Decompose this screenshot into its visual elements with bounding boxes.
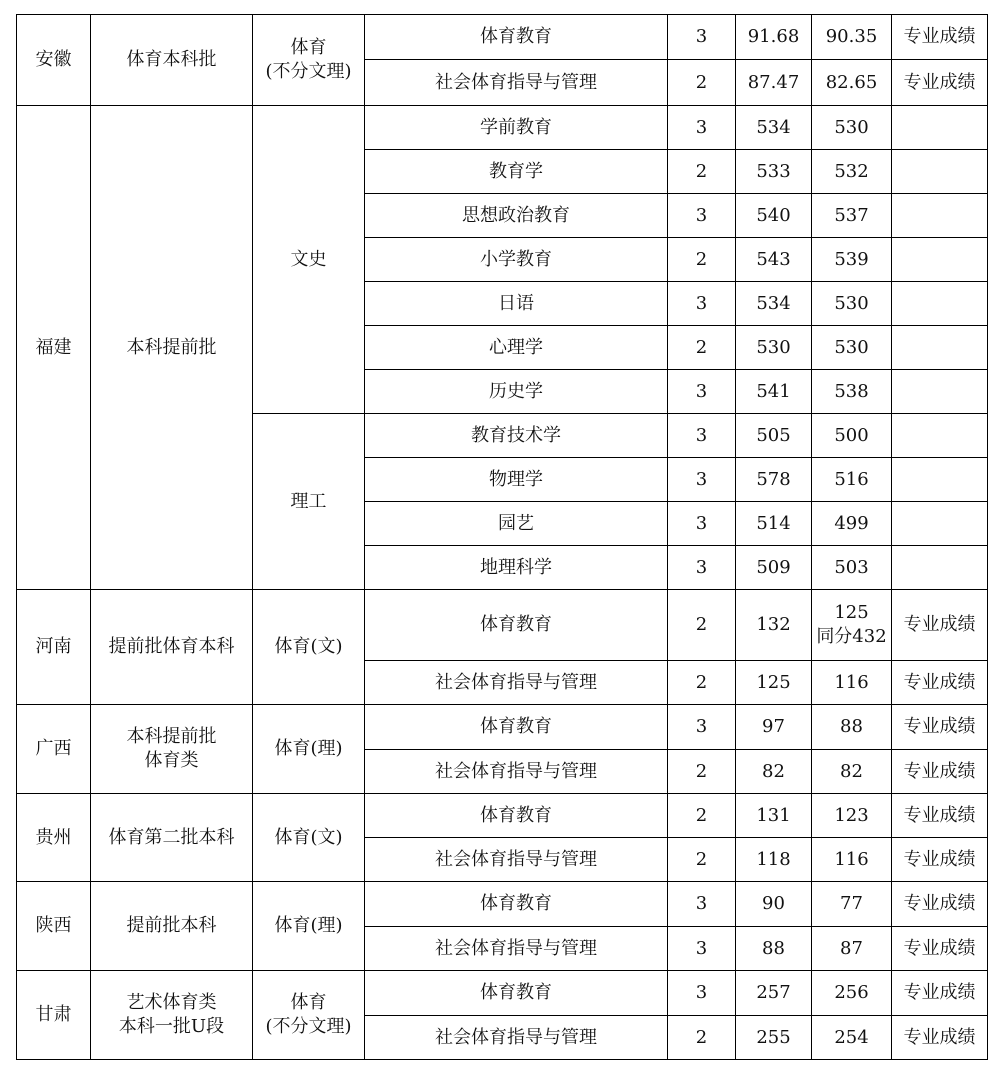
major-cell: 社会体育指导与管理 xyxy=(365,927,668,971)
lowest-score-cell: 77 xyxy=(812,882,892,927)
highest-score-cell: 88 xyxy=(736,927,812,971)
major-cell: 园艺 xyxy=(365,502,668,546)
batch-cell: 艺术体育类 本科一批U段 xyxy=(91,971,253,1060)
highest-score-cell: 505 xyxy=(736,414,812,458)
major-cell: 体育教育 xyxy=(365,590,668,661)
lowest-score-cell: 530 xyxy=(812,106,892,150)
note-cell xyxy=(892,370,988,414)
lowest-score-cell: 532 xyxy=(812,150,892,194)
major-cell: 教育学 xyxy=(365,150,668,194)
category-cell: 体育 (不分文理) xyxy=(253,15,365,106)
note-cell xyxy=(892,238,988,282)
note-cell xyxy=(892,194,988,238)
lowest-score-cell: 116 xyxy=(812,838,892,882)
province-cell: 广西 xyxy=(17,705,91,794)
note-cell xyxy=(892,282,988,326)
lowest-score-cell: 539 xyxy=(812,238,892,282)
lowest-score-cell: 530 xyxy=(812,326,892,370)
highest-score-cell: 82 xyxy=(736,750,812,794)
lowest-score-cell: 125 同分432 xyxy=(812,590,892,661)
note-cell: 专业成绩 xyxy=(892,750,988,794)
plan-count-cell: 3 xyxy=(668,194,736,238)
batch-cell: 体育本科批 xyxy=(91,15,253,106)
major-cell: 社会体育指导与管理 xyxy=(365,750,668,794)
plan-count-cell: 2 xyxy=(668,238,736,282)
major-cell: 社会体育指导与管理 xyxy=(365,1016,668,1060)
highest-score-cell: 255 xyxy=(736,1016,812,1060)
plan-count-cell: 3 xyxy=(668,282,736,326)
note-cell xyxy=(892,546,988,590)
category-cell: 文史 xyxy=(253,106,365,414)
note-cell xyxy=(892,150,988,194)
admission-scores-table xyxy=(16,14,988,1060)
major-cell: 思想政治教育 xyxy=(365,194,668,238)
plan-count-cell: 3 xyxy=(668,971,736,1016)
lowest-score-cell: 516 xyxy=(812,458,892,502)
note-cell xyxy=(892,414,988,458)
highest-score-cell: 118 xyxy=(736,838,812,882)
highest-score-cell: 533 xyxy=(736,150,812,194)
major-cell: 小学教育 xyxy=(365,238,668,282)
highest-score-cell: 534 xyxy=(736,106,812,150)
category-cell: 体育(理) xyxy=(253,705,365,794)
highest-score-cell: 541 xyxy=(736,370,812,414)
category-cell: 体育(文) xyxy=(253,794,365,882)
note-cell: 专业成绩 xyxy=(892,60,988,106)
note-cell: 专业成绩 xyxy=(892,661,988,705)
major-cell: 物理学 xyxy=(365,458,668,502)
major-cell: 学前教育 xyxy=(365,106,668,150)
category-cell: 理工 xyxy=(253,414,365,590)
note-cell: 专业成绩 xyxy=(892,15,988,60)
lowest-score-cell: 88 xyxy=(812,705,892,750)
plan-count-cell: 2 xyxy=(668,661,736,705)
province-cell: 福建 xyxy=(17,106,91,590)
note-cell: 专业成绩 xyxy=(892,971,988,1016)
highest-score-cell: 534 xyxy=(736,282,812,326)
note-cell: 专业成绩 xyxy=(892,882,988,927)
major-cell: 社会体育指导与管理 xyxy=(365,661,668,705)
lowest-score-cell: 116 xyxy=(812,661,892,705)
lowest-score-cell: 503 xyxy=(812,546,892,590)
highest-score-cell: 132 xyxy=(736,590,812,661)
highest-score-cell: 578 xyxy=(736,458,812,502)
highest-score-cell: 543 xyxy=(736,238,812,282)
lowest-score-cell: 82 xyxy=(812,750,892,794)
plan-count-cell: 3 xyxy=(668,502,736,546)
batch-cell: 提前批本科 xyxy=(91,882,253,971)
table-row xyxy=(17,705,988,750)
note-cell xyxy=(892,502,988,546)
table-row xyxy=(17,590,988,661)
highest-score-cell: 97 xyxy=(736,705,812,750)
plan-count-cell: 2 xyxy=(668,150,736,194)
province-cell: 河南 xyxy=(17,590,91,705)
plan-count-cell: 3 xyxy=(668,882,736,927)
major-cell: 日语 xyxy=(365,282,668,326)
major-cell: 社会体育指导与管理 xyxy=(365,838,668,882)
plan-count-cell: 2 xyxy=(668,590,736,661)
major-cell: 体育教育 xyxy=(365,794,668,838)
table-row xyxy=(17,106,988,150)
major-cell: 体育教育 xyxy=(365,705,668,750)
lowest-score-cell: 537 xyxy=(812,194,892,238)
plan-count-cell: 2 xyxy=(668,1016,736,1060)
plan-count-cell: 3 xyxy=(668,927,736,971)
lowest-score-cell: 90.35 xyxy=(812,15,892,60)
lowest-score-cell: 499 xyxy=(812,502,892,546)
lowest-score-cell: 530 xyxy=(812,282,892,326)
category-cell: 体育(理) xyxy=(253,882,365,971)
major-cell: 教育技术学 xyxy=(365,414,668,458)
major-cell: 体育教育 xyxy=(365,971,668,1016)
batch-cell: 提前批体育本科 xyxy=(91,590,253,705)
note-cell: 专业成绩 xyxy=(892,590,988,661)
lowest-score-cell: 87 xyxy=(812,927,892,971)
note-cell xyxy=(892,326,988,370)
highest-score-cell: 125 xyxy=(736,661,812,705)
plan-count-cell: 3 xyxy=(668,414,736,458)
plan-count-cell: 3 xyxy=(668,458,736,502)
major-cell: 社会体育指导与管理 xyxy=(365,60,668,106)
plan-count-cell: 3 xyxy=(668,705,736,750)
plan-count-cell: 2 xyxy=(668,794,736,838)
highest-score-cell: 514 xyxy=(736,502,812,546)
plan-count-cell: 3 xyxy=(668,546,736,590)
table-row xyxy=(17,971,988,1016)
note-cell: 专业成绩 xyxy=(892,794,988,838)
plan-count-cell: 2 xyxy=(668,750,736,794)
major-cell: 体育教育 xyxy=(365,15,668,60)
table-body xyxy=(17,15,988,1060)
lowest-score-cell: 82.65 xyxy=(812,60,892,106)
batch-cell: 本科提前批 xyxy=(91,106,253,590)
highest-score-cell: 87.47 xyxy=(736,60,812,106)
province-cell: 贵州 xyxy=(17,794,91,882)
major-cell: 心理学 xyxy=(365,326,668,370)
lowest-score-cell: 500 xyxy=(812,414,892,458)
note-cell: 专业成绩 xyxy=(892,927,988,971)
highest-score-cell: 91.68 xyxy=(736,15,812,60)
batch-cell: 体育第二批本科 xyxy=(91,794,253,882)
note-cell xyxy=(892,106,988,150)
lowest-score-cell: 256 xyxy=(812,971,892,1016)
plan-count-cell: 3 xyxy=(668,370,736,414)
highest-score-cell: 509 xyxy=(736,546,812,590)
note-cell xyxy=(892,458,988,502)
batch-cell: 本科提前批 体育类 xyxy=(91,705,253,794)
highest-score-cell: 90 xyxy=(736,882,812,927)
lowest-score-cell: 123 xyxy=(812,794,892,838)
plan-count-cell: 3 xyxy=(668,106,736,150)
highest-score-cell: 530 xyxy=(736,326,812,370)
category-cell: 体育(文) xyxy=(253,590,365,705)
lowest-score-cell: 254 xyxy=(812,1016,892,1060)
province-cell: 陕西 xyxy=(17,882,91,971)
province-cell: 甘肃 xyxy=(17,971,91,1060)
table-row xyxy=(17,882,988,927)
major-cell: 体育教育 xyxy=(365,882,668,927)
major-cell: 地理科学 xyxy=(365,546,668,590)
category-cell: 体育 (不分文理) xyxy=(253,971,365,1060)
note-cell: 专业成绩 xyxy=(892,838,988,882)
highest-score-cell: 257 xyxy=(736,971,812,1016)
major-cell: 历史学 xyxy=(365,370,668,414)
plan-count-cell: 2 xyxy=(668,60,736,106)
highest-score-cell: 131 xyxy=(736,794,812,838)
highest-score-cell: 540 xyxy=(736,194,812,238)
plan-count-cell: 3 xyxy=(668,15,736,60)
plan-count-cell: 2 xyxy=(668,326,736,370)
lowest-score-cell: 538 xyxy=(812,370,892,414)
table-row xyxy=(17,794,988,838)
province-cell: 安徽 xyxy=(17,15,91,106)
plan-count-cell: 2 xyxy=(668,838,736,882)
note-cell: 专业成绩 xyxy=(892,1016,988,1060)
table-row xyxy=(17,15,988,60)
note-cell: 专业成绩 xyxy=(892,705,988,750)
